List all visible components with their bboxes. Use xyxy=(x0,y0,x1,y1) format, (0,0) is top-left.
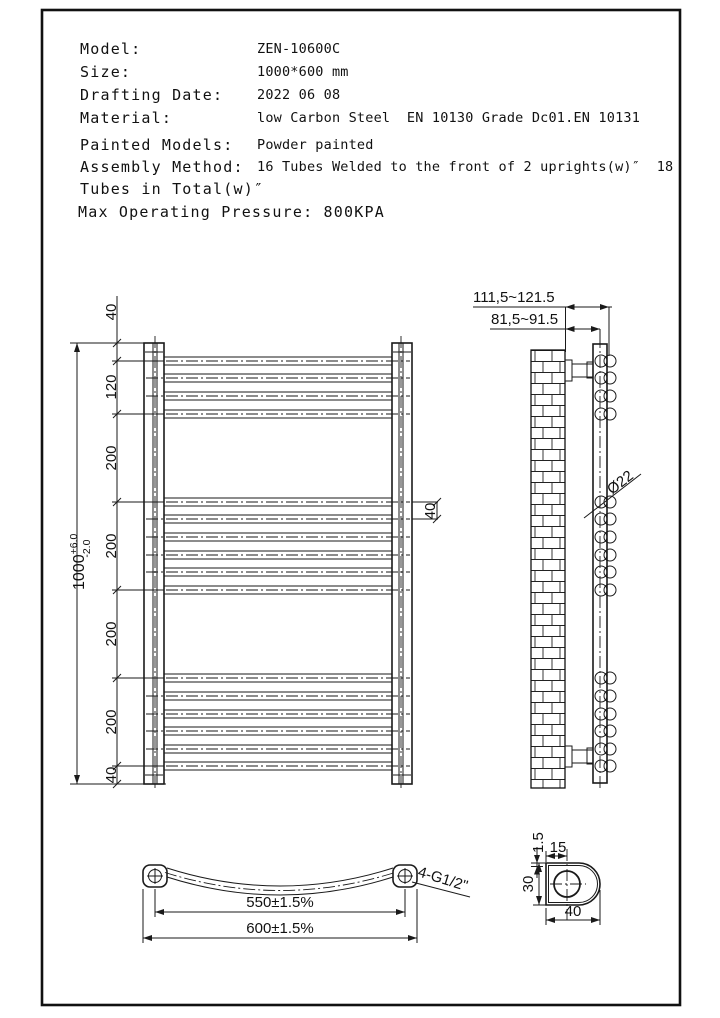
curved-tube-centerline xyxy=(165,873,395,891)
tube-section-circle xyxy=(604,390,616,402)
tube-section-circle xyxy=(604,355,616,367)
dim-profile-height: 30 xyxy=(520,875,537,893)
tube-section-circle xyxy=(604,372,616,384)
dim-wall-to-upright: 81,5~91.5 xyxy=(491,311,559,328)
right-upright xyxy=(392,343,412,784)
dim-200-d: 200 xyxy=(103,709,120,735)
spec-label: Material: xyxy=(80,109,173,127)
dim-200-a: 200 xyxy=(103,445,120,471)
tube-section-circle xyxy=(604,690,616,702)
dim-40-top: 40 xyxy=(103,303,120,321)
tube-section-circle xyxy=(604,584,616,596)
tube-group xyxy=(146,357,410,770)
spec-value: ZEN-10600C xyxy=(257,41,341,57)
curved-tube-top-edge xyxy=(167,868,393,886)
spec-label: Painted Models: xyxy=(80,136,234,154)
dim-overall-width: 600±1.5% xyxy=(246,920,314,937)
dim-200-b: 200 xyxy=(103,533,120,559)
tube-section-circle xyxy=(604,743,616,755)
tube-section-circle xyxy=(604,672,616,684)
spec-value: Powder painted xyxy=(257,137,374,153)
wall-bracket-top xyxy=(565,360,572,381)
spec-label: Model: xyxy=(80,40,142,58)
dim-tube-pitch: 40 xyxy=(422,502,439,520)
tube-section-circle xyxy=(604,531,616,543)
tube-section-circle xyxy=(604,760,616,772)
tube-section-circle xyxy=(604,725,616,737)
spec-value: 2022 06 08 xyxy=(257,87,341,103)
side-view xyxy=(473,289,641,790)
dim-200-c: 200 xyxy=(103,621,120,647)
fitting-thread-label: 4-G1/2" xyxy=(415,863,470,895)
spec-value: 1000*600 mm xyxy=(257,64,349,80)
tube-section-circle xyxy=(604,708,616,720)
overall-value: 1000 xyxy=(71,554,88,590)
sheet-border xyxy=(42,10,680,1005)
spec-value: 16 Tubes Welded to the front of 2 uprights(w)″ 18 xyxy=(257,159,674,175)
front-view xyxy=(68,296,441,790)
spec-label: Assembly Method: xyxy=(80,158,244,176)
tube-section-circle xyxy=(604,408,616,420)
dim-wall-thickness: 1.5 xyxy=(530,832,547,853)
spec-label: Drafting Date: xyxy=(80,86,224,104)
overall-tol-plus: +6.0 xyxy=(68,533,80,555)
dim-40-bottom: 40 xyxy=(103,766,120,784)
spec-pressure: Max Operating Pressure: 800KPA xyxy=(78,203,385,221)
dim-120: 120 xyxy=(103,374,120,400)
left-upright xyxy=(144,343,164,784)
dim-bore-offset: 15 xyxy=(549,839,567,856)
tube-section-circle xyxy=(604,549,616,561)
spec-value: low Carbon Steel EN 10130 Grade Dc01.EN 10131 xyxy=(257,110,641,126)
tube-section-circle xyxy=(604,566,616,578)
spec-continuation: Tubes in Total(w)″ xyxy=(80,180,265,198)
plan-view xyxy=(143,864,470,943)
detail-view xyxy=(520,832,600,925)
tube-section-circle xyxy=(604,513,616,525)
dim-profile-width: 40 xyxy=(564,903,582,920)
overall-tol-minus: -2.0 xyxy=(81,539,93,558)
dim-tube-diameter: Ø22 xyxy=(603,467,637,499)
brick-wall xyxy=(531,350,565,788)
spec-label: Size: xyxy=(80,63,132,81)
dim-wall-to-front: 111,5~121.5 xyxy=(473,289,555,306)
tube-section-group xyxy=(595,355,616,772)
wall-bracket-bottom xyxy=(565,746,572,767)
dim-overall-height xyxy=(68,534,93,590)
dim-centre-distance: 550±1.5% xyxy=(246,894,314,911)
